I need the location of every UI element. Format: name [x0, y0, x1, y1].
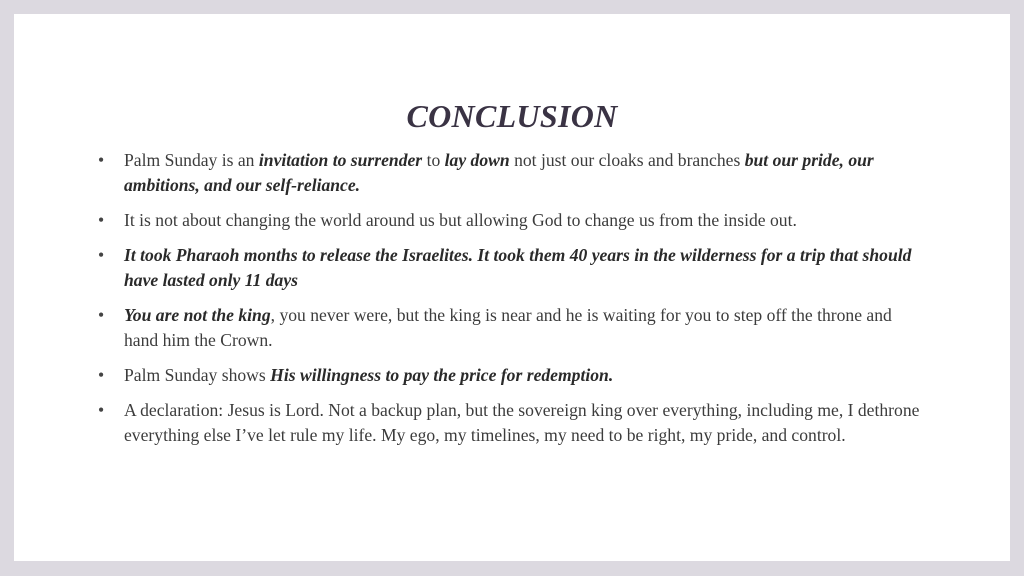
emphasized-text: You are not the king — [124, 305, 271, 325]
slide — [14, 14, 1010, 561]
emphasized-text: but our pride, our ambitions, and our self-reliance. — [124, 150, 874, 195]
emphasized-text: It took Pharaoh months to release the Israelites. It took them 40 years in the wilderness for a trip that should have lasted only 11 days — [124, 245, 912, 290]
bullet-item — [98, 148, 928, 198]
bullet-text: It is not about changing the world around us but allowing God to change us from the inside out. — [124, 210, 797, 230]
bullet-item — [98, 243, 928, 293]
bullet-icon: • — [98, 210, 105, 230]
slide-title: CONCLUSION — [406, 98, 618, 134]
emphasized-text: lay down — [444, 150, 510, 170]
bullet-text: Palm Sunday is an — [124, 150, 259, 170]
bullet-list — [98, 148, 928, 458]
bullet-item — [98, 363, 928, 388]
emphasized-text: His willingness to pay the price for redemption. — [270, 365, 614, 385]
bullet-icon: • — [98, 400, 105, 420]
bullet-text: to — [422, 150, 445, 170]
emphasized-text: invitation to surrender — [258, 150, 423, 170]
bullet-icon: • — [98, 305, 105, 325]
bullet-icon: • — [98, 365, 105, 385]
bullet-item — [98, 398, 928, 448]
bullet-icon: • — [98, 245, 105, 265]
bullet-text: A declaration: Jesus is Lord. Not a backup plan, but the sovereign king over everything, including me, I dethrone everything else I’ve let rule my life. My ego, my timelines, my need to be right, my pride, and control. — [124, 400, 920, 445]
bullet-item — [98, 303, 928, 353]
bullet-text: not just our cloaks and branches — [509, 150, 745, 170]
bullet-text: Palm Sunday shows — [124, 365, 271, 385]
bullet-text: , you never were, but the king is near and he is waiting for you to step off the throne and hand him the Crown. — [124, 305, 892, 350]
bullet-icon: • — [98, 150, 105, 170]
bullet-item — [98, 208, 928, 233]
